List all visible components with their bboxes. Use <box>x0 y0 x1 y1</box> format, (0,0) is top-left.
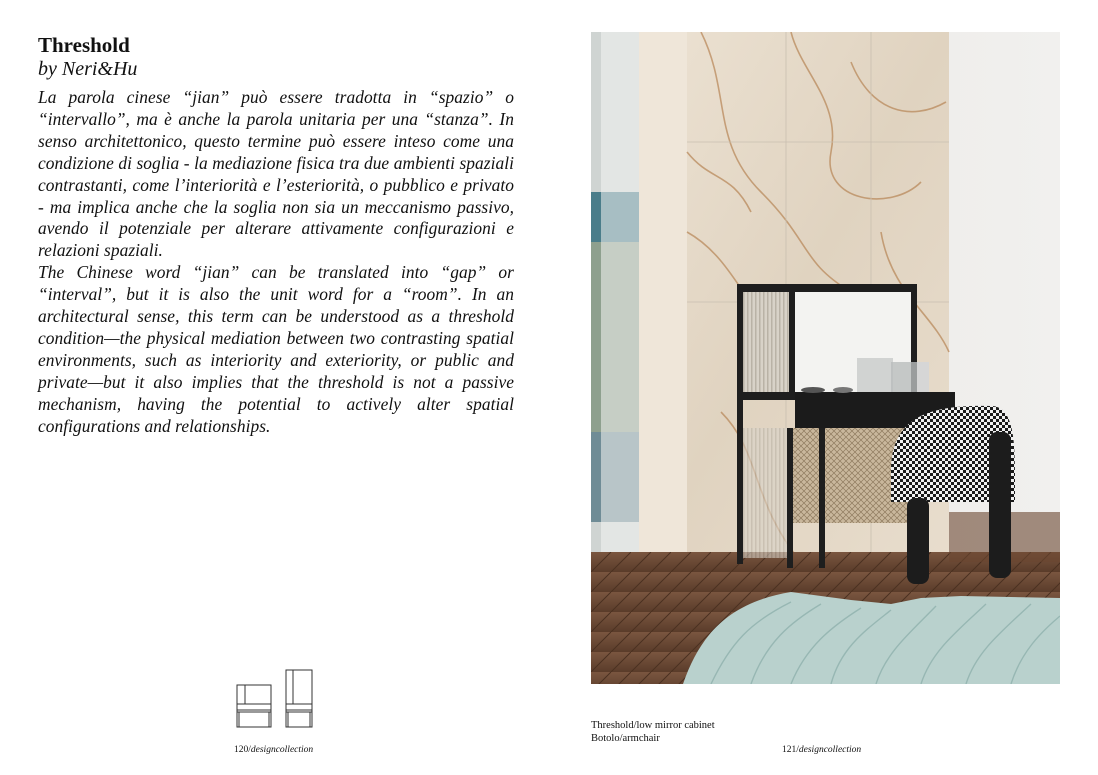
paragraph-italian: La parola cinese “jian” può essere tradotta in “spazio” o “intervallo”, ma è anche la parola unitaria per una “stanza”. In senso architettonico, questo termine può essere inteso come una condizione di soglia - la mediazione fisica tra due ambienti spaziali contrastanti, come l’interiorità e l’esteriorità, o pubblico e privato - ma implica anche che la soglia non sia un meccanismo passivo, avendo il potenziale per alterare attivamente configurazioni e relazioni spaziali. <box>38 87 514 261</box>
folio-collection: designcollection <box>250 745 314 755</box>
page-number-left <box>234 745 313 755</box>
page-number-right <box>782 745 861 755</box>
product-photo <box>591 32 1060 684</box>
photo-caption <box>591 720 715 745</box>
caption-line-armchair: Botolo/armchair <box>591 732 660 744</box>
right-page <box>549 0 1098 775</box>
low-mirror-cabinet-icon <box>237 685 271 727</box>
tall-cabinet-icon <box>286 670 312 727</box>
paragraph-english: The Chinese word “jian” can be translated into “gap” or “interval”, but it is also the unit word for a “room”. In an architectural sense, this term can be understood as a threshold condition—the physical mediation between two contrasting spatial environments, such as interiority and exteriority, or public and private—but it also implies that the threshold is not a passive mechanism, having the potential to actively alter spatial configurations and relationships. <box>38 262 514 436</box>
product-thumbnails <box>235 668 315 730</box>
folio-number: 121/ <box>782 745 799 755</box>
page-title: Threshold <box>38 33 130 57</box>
body-text <box>38 87 514 438</box>
byline: by Neri&Hu <box>38 58 138 80</box>
folio-collection: designcollection <box>798 745 862 755</box>
caption-line-cabinet: Threshold/low mirror cabinet <box>591 720 715 731</box>
folio-number: 120/ <box>234 745 251 755</box>
